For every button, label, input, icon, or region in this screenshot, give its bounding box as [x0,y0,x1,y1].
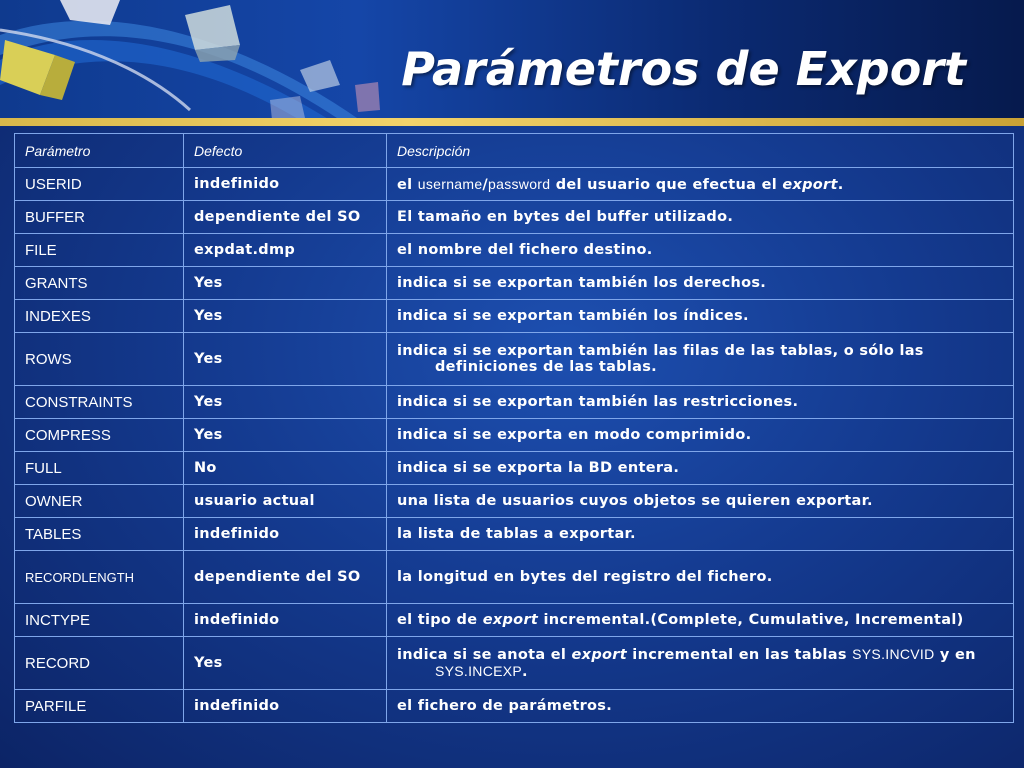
param-cell: FILE [15,234,184,267]
description-cell: indica si se exporta en modo comprimido. [387,419,1014,452]
table-row [15,485,1014,518]
desc-text: incremental.(Complete, Cumulative, Incremental) [538,612,964,628]
default-cell: Yes [184,386,387,419]
desc-text: incremental en las tablas [626,647,853,663]
table-row [15,604,1014,637]
table-row [15,201,1014,234]
param-cell: BUFFER [15,201,184,234]
parameters-table [14,133,1014,723]
accent-divider [0,118,1024,126]
param-cell: CONSTRAINTS [15,386,184,419]
desc-text: y en [934,647,976,663]
default-cell: indefinido [184,518,387,551]
header-descripcion: Descripción [387,134,1014,168]
param-cell: OWNER [15,485,184,518]
desc-text: el tipo de [397,612,483,628]
param-cell: GRANTS [15,267,184,300]
description-cell: la lista de tablas a exportar. [387,518,1014,551]
description-cell: una lista de usuarios cuyos objetos se quieren exportar. [387,485,1014,518]
desc-text: / [482,176,489,193]
param-cell: TABLES [15,518,184,551]
default-cell: usuario actual [184,485,387,518]
description-cell: indica si se exportan también las restricciones. [387,386,1014,419]
description-cell [387,604,1014,637]
desc-text: SYS.INCEXP [435,663,523,679]
table-row [15,234,1014,267]
description-cell: el fichero de parámetros. [387,690,1014,723]
description-cell [387,168,1014,201]
default-cell: Yes [184,300,387,333]
desc-text: el [397,176,418,193]
description-cell: El tamaño en bytes del buffer utilizado. [387,201,1014,234]
default-cell: dependiente del SO [184,551,387,604]
table-row [15,637,1014,690]
param-cell: RECORD [15,637,184,690]
description-cell: el nombre del fichero destino. [387,234,1014,267]
default-cell: Yes [184,333,387,386]
description-cell: indica si se exportan también los derechos. [387,267,1014,300]
desc-text: export [482,612,539,628]
default-cell: No [184,452,387,485]
default-cell: indefinido [184,168,387,201]
default-cell: Yes [184,637,387,690]
desc-text: export [782,176,838,193]
header-banner [0,0,1024,120]
desc-text: password [488,175,551,192]
table-row [15,452,1014,485]
table-row [15,267,1014,300]
default-cell: expdat.dmp [184,234,387,267]
page-title: Parámetros de Export [401,42,966,96]
description-cell: indica si se exporta la BD entera. [387,452,1014,485]
param-cell: ROWS [15,333,184,386]
default-cell: indefinido [184,604,387,637]
param-cell: RECORDLENGTH [15,551,184,604]
description-cell: la longitud en bytes del registro del fichero. [387,551,1014,604]
param-cell: FULL [15,452,184,485]
table-row [15,690,1014,723]
table-row [15,333,1014,386]
table-header-row [15,134,1014,168]
desc-text: indica si se exportan también las filas de las tablas, o sólo las [397,343,924,359]
desc-text [397,663,1003,680]
desc-text: definiciones de las tablas. [435,359,657,375]
table-row [15,419,1014,452]
table-row [15,551,1014,604]
desc-text: indica si se anota el [397,647,572,663]
description-cell [387,333,1014,386]
default-cell: Yes [184,419,387,452]
desc-text: . [522,664,528,680]
desc-text: username [417,175,483,192]
table-row [15,518,1014,551]
desc-text: del usuario que efectua el [550,176,783,193]
param-cell: INCTYPE [15,604,184,637]
header-parametro: Parámetro [15,134,184,168]
decorative-shapes-icon [0,0,420,120]
param-cell: COMPRESS [15,419,184,452]
description-cell: indica si se exportan también los índices. [387,300,1014,333]
desc-text: SYS.INCVID [852,646,935,662]
param-cell: PARFILE [15,690,184,723]
header-defecto: Defecto [184,134,387,168]
default-cell: dependiente del SO [184,201,387,234]
table-row [15,168,1014,201]
desc-text: export [571,647,627,663]
default-cell: Yes [184,267,387,300]
description-cell [387,637,1014,690]
desc-text: . [837,176,844,193]
param-cell: USERID [15,168,184,201]
param-cell: INDEXES [15,300,184,333]
default-cell: indefinido [184,690,387,723]
table-row [15,300,1014,333]
table-row [15,386,1014,419]
